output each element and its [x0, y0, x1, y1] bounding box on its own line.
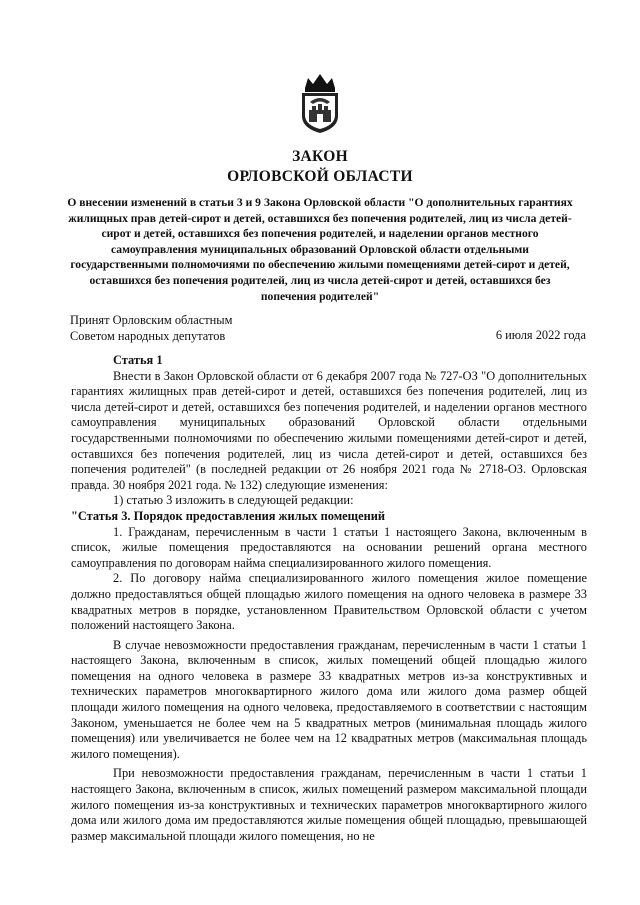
article-1-intro: Внести в Закон Орловской области от 6 декабря 2007 года № 727-ОЗ "О дополнительных гарантиях жилищных прав детей-сирот и детей, оставшихся без попечения родителей, лиц из числа детей-сирот и детей, оставшихся без попечения родителей, и наделении органов местного самоуправления муниципальных образований Орловской области отдельными государственными полномочиями по обеспечению жилыми помещениями детей-сирот и детей, оставшихся без попечения родителей, лиц из числа детей-сирот и детей, оставшихся без попечения родителей" (в последней редакции от 26 ноября 2021 года № 2718-ОЗ. Орловская правда. 30 ноября 2021 года. № 132) следующие изменения: — [71, 368, 587, 492]
law-subject: О внесении изменений в статьи 3 и 9 Закона Орловской области "О дополнительных гарантиях жилищных прав детей-сирот и детей, оставшихся без попечения родителей, лиц из числа детей-сирот и детей, оставшихся без попечения родителей, и наделении органов местного самоуправления муниципальных образований Орловской области отдельными государственными полномочиями по обеспечению жилыми помещениями детей-сирот и детей, оставшихся без попечения родителей, лиц из числа детей-сирот и детей, оставшихся без попечения родителей" — [67, 196, 573, 303]
adoption-info — [70, 313, 370, 344]
orel-oblast-coat-of-arms-icon — [297, 72, 343, 134]
paragraph-1: 1. Гражданам, перечисленным в части 1 статьи 1 настоящего Закона, включенным в список, жилые помещения предоставляются на основании решений органа местного самоуправления по договорам найма специализированного жилого помещения. — [71, 524, 587, 570]
law-title-line2: ОРЛОВСКОЙ ОБЛАСТИ — [227, 168, 413, 185]
paragraph-4: При невозможности предоставления гражданам, перечисленным в части 1 статьи 1 настоящего Закона, включенным в список, жилых помещений размером максимальной площади жилого помещения из-за конструктивных и технических параметров многоквартирного жилого дома или жилого дома им предоставляются жилые помещения общей площадью, превышающей размер максимальной площади жилого помещения, но не — [71, 766, 587, 843]
amendment-item-1: 1) статью 3 изложить в следующей редакции: — [113, 493, 354, 508]
paragraph-2: 2. По договору найма специализированного жилого помещения жилое помещение должно предоставляться общей площадью жилого помещения на одного человека в размере 33 квадратных метров в порядке, установленном Правительством Орловской области с учетом положений настоящего Закона. — [71, 571, 587, 633]
adopted-by-line2: Советом народных депутатов — [70, 328, 226, 343]
law-title-line1: ЗАКОН — [292, 148, 348, 165]
law-title — [0, 147, 640, 187]
adoption-date: 6 июля 2022 года — [495, 328, 586, 342]
paragraph-3: В случае невозможности предоставления гражданам, перечисленным в части 1 статьи 1 настоящего Закона, включенным в список, жилых помещений общей площадью жилого помещения на одного человека в размере 33 квадратных метров из-за конструктивных и технических параметров многоквартирного жилого дома или жилого дома размер общей площади жилого помещения на одного человека, предоставляемого в соответствии с настоящим Законом, уменьшается не более чем на 5 квадратных метров (минимальная площадь жилого помещения) или увеличивается не более чем на 12 квадратных метров (максимальная площадь жилого помещения). — [71, 637, 587, 761]
new-article-3-heading: "Статья 3. Порядок предоставления жилых помещений — [71, 508, 386, 523]
article-1-heading: Статья 1 — [113, 353, 163, 367]
adopted-by-line1: Принят Орловским областным — [70, 313, 233, 327]
document-body — [71, 353, 587, 844]
